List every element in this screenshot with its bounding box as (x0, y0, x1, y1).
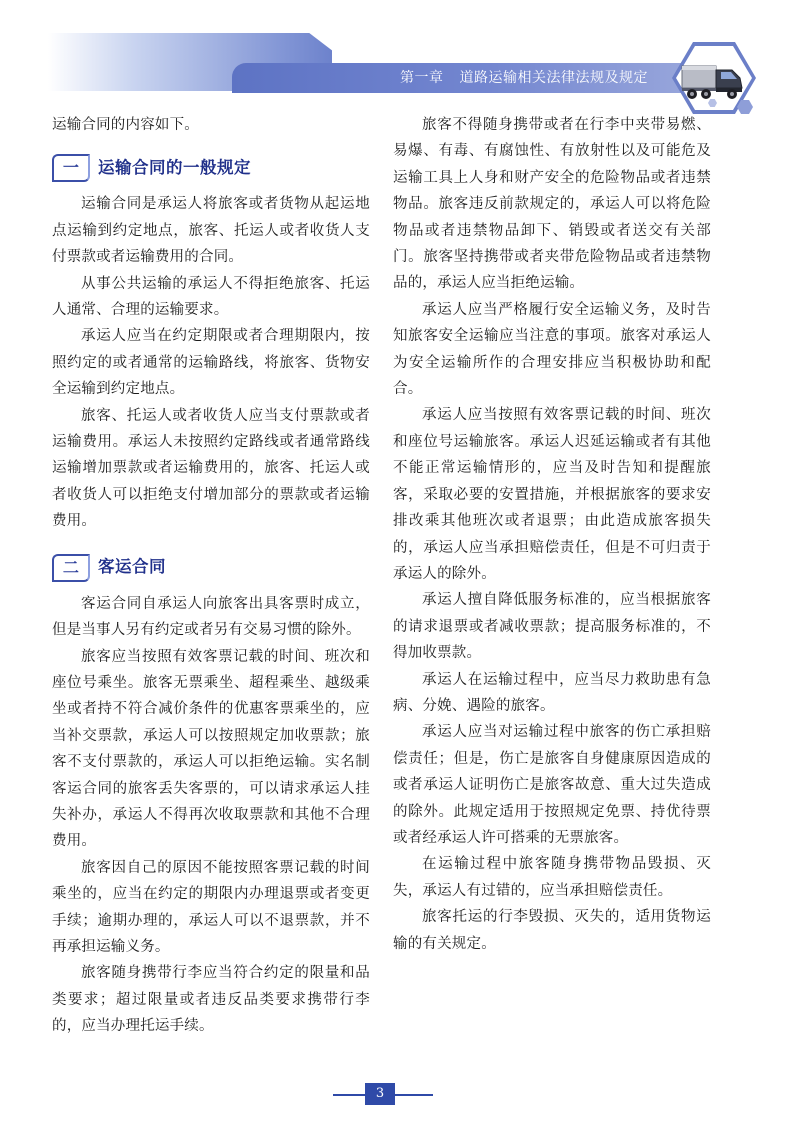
paragraph: 在运输过程中旅客随身携带物品毁损、灭失，承运人有过错的，应当承担赔偿责任。 (393, 856, 711, 899)
page-number: 3 (365, 1083, 395, 1105)
paragraph: 承运人应当在约定期限或者合理期限内，按照约定的或者通常的运输路线，将旅客、货物安全运输到约定地点。 (52, 328, 370, 398)
left-column (52, 112, 370, 1040)
paragraph: 旅客应当按照有效客票记载的时间、班次和座位号乘坐。旅客无票乘坐、超程乘坐、越级乘坐或者持不符合减价条件的优惠客票乘坐的，应当补交票款，承运人可以按照规定加收票款；旅客不支付票款的，承运人可以拒绝运输。实名制客运合同的旅客丢失客票的，可以请求承运人挂失补办，承运人不得再次收取票款和其他不合理费用。 (52, 648, 370, 850)
paragraph: 旅客因自己的原因不能按照客票记载的时间乘坐的，应当在约定的期限内办理退票或者变更手续；逾期办理的，承运人可以不退票款，并不再承担运输义务。 (52, 859, 370, 955)
paragraph: 旅客托运的行李毁损、灭失的，适用货物运输的有关规定。 (393, 909, 711, 952)
section-number-2: 二 (52, 554, 90, 582)
section-number-1: 一 (52, 154, 90, 182)
paragraph: 旅客随身携带行李应当符合约定的限量和品类要求；超过限量或者违反品类要求携带行李的，应当办理托运手续。 (52, 965, 370, 1035)
paragraph: 承运人应当严格履行安全运输义务，及时告知旅客安全运输应当注意的事项。旅客对承运人为安全运输所作的合理安排应当积极协助和配合。 (393, 301, 711, 398)
paragraph: 承运人擅自降低服务标准的，应当根据旅客的请求退票或者减收票款；提高服务标准的，不得加收票款。 (393, 592, 711, 662)
section-title-1: 运输合同的一般规定 (98, 158, 251, 178)
paragraph: 承运人在运输过程中，应当尽力救助患有急病、分娩、遇险的旅客。 (393, 671, 711, 714)
chapter-title (400, 65, 648, 91)
paragraph: 旅客不得随身携带或者在行李中夹带易燃、易爆、有毒、有腐蚀性、有放射性以及可能危及运输工具上人身和财产安全的危险物品或者违禁物品。旅客违反前款规定的，承运人可以将危险物品或者违禁物品卸下、销毁或者送交有关部门。旅客坚持携带或者夹带危险物品或者违禁物品的，承运人应当拒绝运输。 (393, 117, 711, 292)
paragraph: 运输合同是承运人将旅客或者货物从起运地点运输到约定地点，旅客、托运人或者收货人支付票款或者运输费用的合同。 (52, 196, 370, 266)
section-heading-1 (52, 153, 370, 183)
section-heading-2 (52, 553, 370, 583)
chapter-number: 第一章 (400, 70, 444, 86)
chapter-name: 道路运输相关法律法规及规定 (459, 70, 648, 86)
intro-text: 运输合同的内容如下。 (52, 117, 199, 133)
paragraph: 从事公共运输的承运人不得拒绝旅客、托运人通常、合理的运输要求。 (52, 275, 370, 319)
paragraph: 承运人应当按照有效客票记载的时间、班次和座位号运输旅客。承运人迟延运输或者有其他不能正常运输情形的，应当及时告知和提醒旅客，采取必要的安置措施，并根据旅客的要求安排改乘其他班次或者退票；由此造成旅客损失的，承运人应当承担赔偿责任，但是不可归责于承运人的除外。 (393, 407, 711, 582)
paragraph: 旅客、托运人或者收货人应当支付票款或者运输费用。承运人未按照约定路线或者通常路线运输增加票款或者运输费用的，旅客、托运人或者收货人可以拒绝支付增加部分的票款或者运输费用。 (52, 407, 370, 530)
paragraph: 承运人应当对运输过程中旅客的伤亡承担赔偿责任；但是，伤亡是旅客自身健康原因造成的或者承运人证明伤亡是旅客故意、重大过失造成的除外。此规定适用于按照规定免票、持优待票或者经承运人许可搭乘的无票旅客。 (393, 724, 711, 846)
paragraph: 客运合同自承运人向旅客出具客票时成立，但是当事人另有约定或者另有交易习惯的除外。 (52, 595, 370, 639)
right-column (393, 112, 711, 957)
section-title-2: 客运合同 (98, 557, 166, 577)
truck-icon (680, 52, 748, 104)
